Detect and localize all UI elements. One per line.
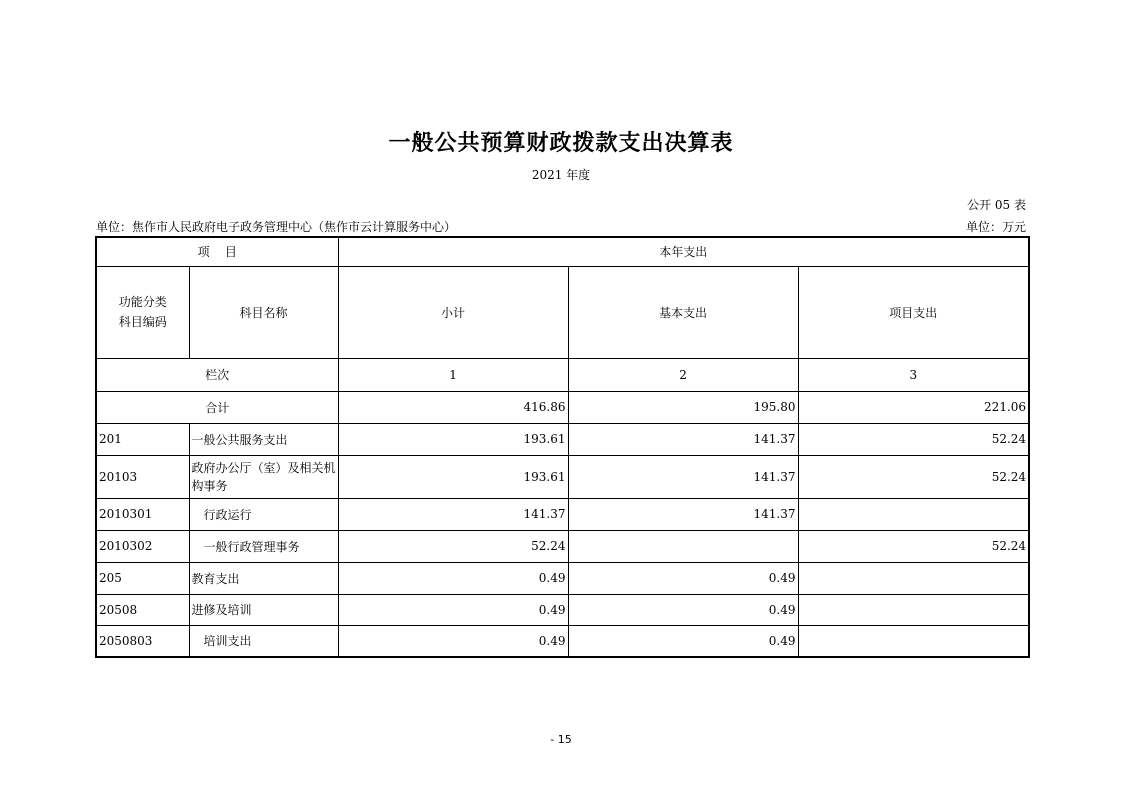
table-row: [96, 498, 1029, 530]
report-year: 2021 年度: [531, 168, 591, 182]
row-code: 2010301: [96, 498, 189, 530]
expenditure-table: [95, 236, 1030, 658]
row-project: [798, 594, 1029, 625]
row-name: 进修及培训: [189, 594, 338, 625]
row-basic: 0.49: [568, 594, 798, 625]
column-index-2: 2: [568, 358, 798, 391]
row-subtotal: 193.61: [338, 423, 568, 455]
row-project: 52.24: [798, 423, 1029, 455]
row-subtotal: 0.49: [338, 594, 568, 625]
header-project: 项目支出: [798, 266, 1029, 358]
row-subtotal: 141.37: [338, 498, 568, 530]
header-name: 科目名称: [189, 266, 338, 358]
column-index-row: [96, 358, 1029, 391]
form-number: 公开 05 表: [967, 198, 1026, 212]
row-basic: 0.49: [568, 562, 798, 594]
page-number: - 15: [550, 733, 572, 746]
row-subtotal: 193.61: [338, 455, 568, 498]
row-code: 201: [96, 423, 189, 455]
row-basic: [568, 530, 798, 562]
table-row: [96, 562, 1029, 594]
row-name: 行政运行: [189, 498, 338, 530]
table-row: [96, 530, 1029, 562]
header-current-year: 本年支出: [338, 237, 1029, 266]
unit-currency: 单位：万元: [965, 220, 1026, 234]
row-name: 教育支出: [189, 562, 338, 594]
unit-organization: 单位：焦作市人民政府电子政务管理中心（焦作市云计算服务中心）: [96, 220, 457, 234]
row-code: 20103: [96, 455, 189, 498]
row-project: [798, 625, 1029, 657]
row-name: 培训支出: [189, 625, 338, 657]
table-row: [96, 594, 1029, 625]
table-row: [96, 455, 1029, 498]
header-subtotal: 小计: [338, 266, 568, 358]
header-item: 项 目: [96, 237, 338, 266]
row-subtotal: 0.49: [338, 625, 568, 657]
row-basic: 0.49: [568, 625, 798, 657]
row-project: [798, 562, 1029, 594]
row-project: 52.24: [798, 530, 1029, 562]
row-name: 政府办公厅（室）及相关机构事务: [189, 455, 338, 498]
row-code: 2050803: [96, 625, 189, 657]
row-name: 一般公共服务支出: [189, 423, 338, 455]
row-project: 52.24: [798, 455, 1029, 498]
row-code: 205: [96, 562, 189, 594]
total-row: [96, 391, 1029, 423]
row-basic: 141.37: [568, 455, 798, 498]
table-row: [96, 423, 1029, 455]
column-index-3: 3: [798, 358, 1029, 391]
header-row-2: [96, 266, 1029, 358]
header-basic: 基本支出: [568, 266, 798, 358]
row-project: [798, 498, 1029, 530]
column-index-1: 1: [338, 358, 568, 391]
row-subtotal: 52.24: [338, 530, 568, 562]
total-project: 221.06: [798, 391, 1029, 423]
row-code: 2010302: [96, 530, 189, 562]
header-row-1: [96, 237, 1029, 266]
row-subtotal: 0.49: [338, 562, 568, 594]
row-basic: 141.37: [568, 498, 798, 530]
row-basic: 141.37: [568, 423, 798, 455]
row-code: 20508: [96, 594, 189, 625]
total-label: 合计: [96, 391, 338, 423]
header-code: [96, 266, 189, 358]
row-name: 一般行政管理事务: [189, 530, 338, 562]
column-index-label: 栏次: [96, 358, 338, 391]
table-row: [96, 625, 1029, 657]
total-basic: 195.80: [568, 391, 798, 423]
total-subtotal: 416.86: [338, 391, 568, 423]
header-code-text: 功能分类科目编码: [118, 295, 167, 329]
document-title: 一般公共预算财政拨款支出决算表: [388, 131, 734, 156]
